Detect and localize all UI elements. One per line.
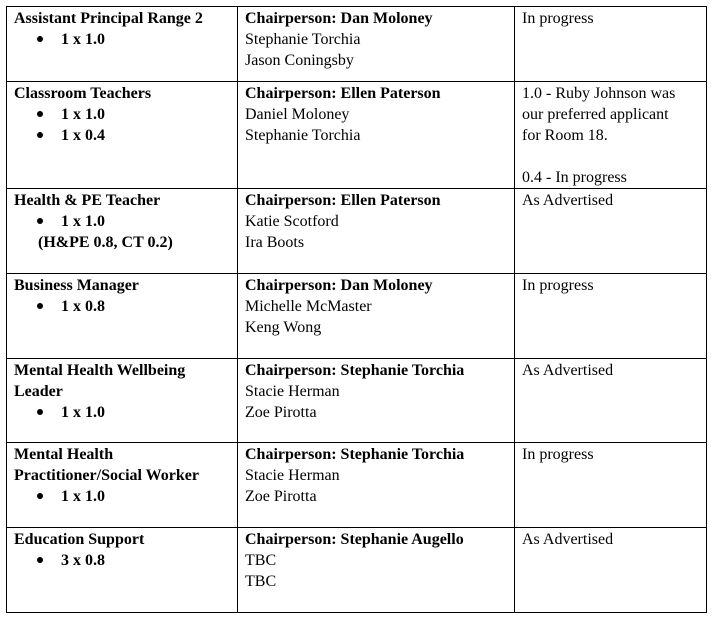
table-body [7, 7, 707, 613]
allocation-text: 1 x 1.0 [61, 106, 105, 123]
allocation-text: 3 x 0.8 [61, 552, 105, 569]
position-title: Education Support [14, 531, 145, 548]
status-cell [515, 274, 707, 359]
panel-member: Zoe Pirotta [245, 488, 317, 505]
allocation-list [14, 29, 230, 50]
status-cell [515, 359, 707, 443]
position-cell [7, 359, 238, 443]
panel-member: TBC [245, 552, 277, 569]
position-title: Business Manager [14, 277, 139, 294]
panel-member: Katie Scotford [245, 213, 339, 230]
allocation-item [14, 402, 230, 423]
bullet-icon [37, 218, 43, 224]
allocation-list [14, 550, 230, 571]
status-text: As Advertised [522, 192, 614, 209]
bullet-icon [37, 132, 43, 138]
allocation-text: 1 x 1.0 [61, 404, 105, 421]
position-cell [7, 7, 238, 82]
panel-member: Stacie Herman [245, 467, 340, 484]
bullet-icon [37, 36, 43, 42]
panel-cell [238, 189, 515, 274]
status-text: In progress [522, 277, 594, 294]
panel-member: Michelle McMaster [245, 298, 372, 315]
allocation-list [14, 211, 230, 232]
chairperson: Chairperson: Ellen Paterson [245, 85, 441, 102]
chairperson: Chairperson: Ellen Paterson [245, 192, 441, 209]
table-row [7, 528, 707, 613]
status-cell [515, 528, 707, 613]
allocation-item [14, 125, 230, 146]
status-text: As Advertised [522, 362, 614, 379]
status-text: In progress [522, 446, 594, 463]
position-cell [7, 528, 238, 613]
chairperson: Chairperson: Dan Moloney [245, 10, 433, 27]
allocation-note: (H&PE 0.8, CT 0.2) [38, 234, 173, 251]
panel-member: Jason Coningsby [245, 52, 354, 69]
allocation-list [14, 402, 230, 423]
table-row [7, 82, 707, 189]
allocation-text: 1 x 1.0 [61, 213, 105, 230]
allocation-list [14, 104, 230, 146]
panel-cell [238, 443, 515, 528]
panel-member: Ira Boots [245, 234, 305, 251]
position-cell [7, 443, 238, 528]
status-spacer [522, 146, 699, 167]
position-title: Mental Health Practitioner/Social Worker [14, 446, 199, 484]
bullet-icon [37, 409, 43, 415]
chairperson: Chairperson: Dan Moloney [245, 277, 433, 294]
position-cell [7, 189, 238, 274]
panel-cell [238, 359, 515, 443]
status-text: for Room 18. [522, 127, 608, 144]
position-title: Assistant Principal Range 2 [14, 10, 203, 27]
status-text: As Advertised [522, 531, 614, 548]
status-cell [515, 189, 707, 274]
status-text: our preferred applicant [522, 106, 669, 123]
table-row [7, 359, 707, 443]
allocation-text: 1 x 1.0 [61, 488, 105, 505]
position-title: Health & PE Teacher [14, 192, 161, 209]
allocation-text: 1 x 1.0 [61, 31, 105, 48]
status-cell [515, 7, 707, 82]
allocation-text: 1 x 0.8 [61, 298, 105, 315]
table-row [7, 443, 707, 528]
status-cell [515, 443, 707, 528]
allocation-item [14, 29, 230, 50]
allocation-text: 1 x 0.4 [61, 127, 105, 144]
table-row [7, 7, 707, 82]
status-text: 0.4 - In progress [522, 169, 627, 186]
allocation-item [14, 486, 230, 507]
allocation-item [14, 550, 230, 571]
position-cell [7, 82, 238, 189]
allocation-list [14, 296, 230, 317]
recruitment-table [6, 6, 707, 613]
table-row [7, 274, 707, 359]
panel-member: TBC [245, 573, 277, 590]
panel-member: Stephanie Torchia [245, 127, 361, 144]
position-cell [7, 274, 238, 359]
panel-cell [238, 274, 515, 359]
allocation-item [14, 211, 230, 232]
status-cell [515, 82, 707, 189]
panel-cell [238, 528, 515, 613]
panel-member: Daniel Moloney [245, 106, 350, 123]
position-title: Mental Health Wellbeing Leader [14, 362, 186, 400]
bullet-icon [37, 111, 43, 117]
bullet-icon [37, 303, 43, 309]
panel-cell [238, 7, 515, 82]
allocation-list [14, 486, 230, 507]
chairperson: Chairperson: Stephanie Torchia [245, 446, 465, 463]
allocation-item [14, 296, 230, 317]
position-title: Classroom Teachers [14, 85, 152, 102]
status-text: In progress [522, 10, 594, 27]
panel-member: Keng Wong [245, 319, 322, 336]
chairperson: Chairperson: Stephanie Torchia [245, 362, 465, 379]
panel-member: Stacie Herman [245, 383, 340, 400]
panel-cell [238, 82, 515, 189]
status-text: 1.0 - Ruby Johnson was [522, 85, 676, 102]
panel-member: Zoe Pirotta [245, 404, 317, 421]
table-row [7, 189, 707, 274]
panel-member: Stephanie Torchia [245, 31, 361, 48]
chairperson: Chairperson: Stephanie Augello [245, 531, 464, 548]
bullet-icon [37, 557, 43, 563]
bullet-icon [37, 493, 43, 499]
allocation-item [14, 104, 230, 125]
